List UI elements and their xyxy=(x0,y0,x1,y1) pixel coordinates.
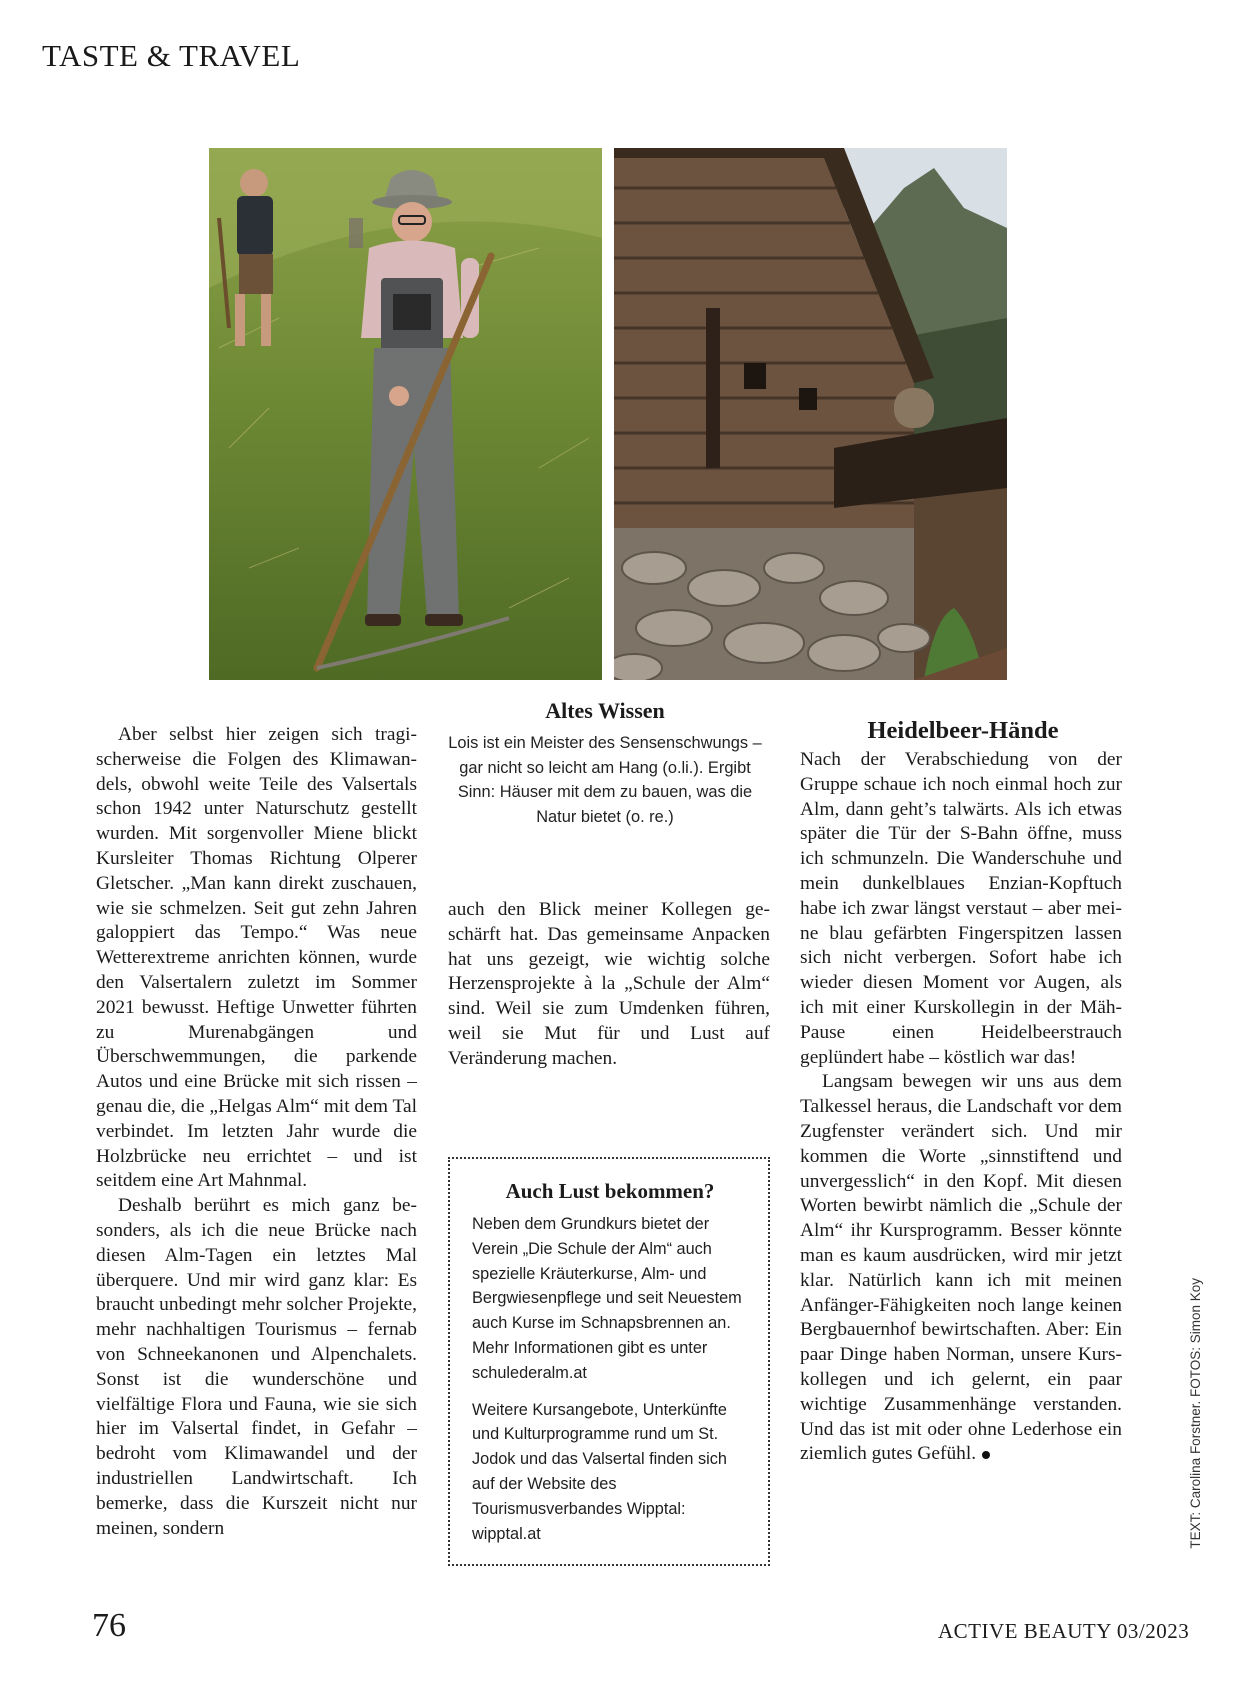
photo-credit: TEXT: Carolina Forstner. FOTOS: Simon Koy xyxy=(1188,1278,1203,1549)
article-paragraph: Nach der Verabschiedung von der Gruppe schaue ich noch einmal hoch zur Alm, dann geht’s talwärts. Als ich etwas später die Tür der S-Bahn öffne, muss ich schmunzeln. Die Wanderschuhe und mein dunkelblaues Enzian-Kopftuch habe ich zwar längst verstaut – aber meine blau gefärbten Fingerspitzen lassen sich nicht verbergen. Sofort habe ich wieder diesen Moment vor Augen, als ich mit einer Kurskollegin in der Mäh-Pause einen Heidelbeerstrauch geplündert habe – köstlich war das! xyxy=(800,749,1122,1068)
section-label: TASTE & TRAVEL xyxy=(42,38,301,73)
article-paragraph: Aber selbst hier zeigen sich tragischerweise die Folgen des Klimawandels, obwohl weite Teile des Valsertals schon 1942 unter Naturschutz gestellt wurden. Mit sorgenvoller Miene blickt Kursleiter Thomas Richtung Olperer Gletscher. „Man kann direkt zuschauen, wie sie schmelzen. Seit gut zehn Jahren galoppiert das Tempo.“ Was neue Wetterextreme anrichten können, wurde den Valsertalern zuletzt im Sommer 2021 bewusst. Heftige Unwetter führten zu Murenabgängen und Überschwemmungen, die parkende Autos und eine Brücke mit sich rissen – genau die, die „Helgas Alm“ mit dem Tal verbindet. Im letzten Jahr wurde die Holzbrücke neu errichtet – und ist seitdem eine Art Mahnmal. xyxy=(96,724,417,1192)
article-column-1 xyxy=(96,723,417,1541)
article-paragraph: Deshalb berührt es mich ganz besonders, als ich die neue Brücke nach diesen Alm-Tagen ein letztes Mal überquere. Und mir wird ganz klar: Es braucht unbedingt mehr solcher Projekte, mehr nachhaltigen Tourismus – fernab von Schneekanonen und Alpenchalets. Sonst ist die wunderschöne und vielfältige Flora und Fauna, wie sie sich hier im Valsertal findet, in Gefahr – bedroht vom Klimawandel und der industriellen Landwirtschaft. Ich bemerke, dass die Kurszeit nicht nur meinen, sondern xyxy=(96,1195,417,1539)
info-box xyxy=(448,1157,770,1566)
article-column-2 xyxy=(448,898,770,1072)
article-paragraph xyxy=(800,1070,1122,1467)
info-box-paragraph: Neben dem Grundkurs bietet der Verein „Die Schule der Alm“ auch spezielle Kräuterkurse, Alm- und Bergwiesenpflege und seit Neuestem auch Kurse im Schnapsbrennen an. Mehr Informationen gibt es unter schulederalm.at xyxy=(472,1215,742,1382)
section-heading: Heidelbeer-Hände xyxy=(867,717,1059,744)
article-paragraph: auch den Blick meiner Kollegen geschärft hat. Das gemeinsame Anpacken hat uns gezeigt, wie wichtig solche Herzensprojekte à la „Schule der Alm“ sind. Weil sie zum Umdenken führen, weil sie Mut für und Lust auf Veränderung machen. xyxy=(448,899,770,1069)
page-number: 76 xyxy=(92,1607,126,1644)
info-box-paragraph: Weitere Kursangebote, Unterkünfte und Kulturprogramme rund um St. Jodok und das Valsertal finden sich auf der Website des Tourismusverbandes Wipptal: wipptal.at xyxy=(472,1400,727,1543)
photo-alm-hut xyxy=(614,148,1007,680)
info-box-title: Auch Lust bekommen? xyxy=(505,1179,715,1203)
article-column-3 xyxy=(800,748,1122,1467)
caption-title: Altes Wissen xyxy=(545,698,665,723)
end-mark-icon xyxy=(982,1451,990,1459)
photo-mower xyxy=(209,148,602,680)
caption-text: Lois ist ein Meister des Sensenschwungs – gar nicht so leicht am Hang (o.li.). Ergibt Sinn: Häuser mit dem zu bauen, was die Natur bietet (o. re.) xyxy=(448,734,762,826)
magazine-issue: ACTIVE BEAUTY 03/2023 xyxy=(938,1619,1190,1643)
article-paragraph-text: Langsam bewegen wir uns aus dem Talkessel heraus, die Landschaft vor dem Zugfenster verändert sich. Und mir kommen die Worte „sinnstiftend und unvergesslich“ in den Kopf. Mit diesen Worten bewirbt nämlich die „Schule der Alm“ ihr Kursprogramm. Besser könnte man es kaum ausdrücken, wird mir jetzt klar. Natürlich kann ich mit meinen Anfänger-Fähigkeiten noch lange keinen Bergbauernhof bewirtschaften. Aber: Ein paar Dinge haben Norman, unsere Kurskollegen und ich gelernt, ein paar wichtige Zusammenhänge verstanden. Und das ist mit oder ohne Lederhose ein ziemlich gutes Gefühl. xyxy=(800,1071,1122,1465)
photo-alm-hut-illustration xyxy=(614,148,1007,680)
photo-mower-illustration xyxy=(209,148,602,680)
